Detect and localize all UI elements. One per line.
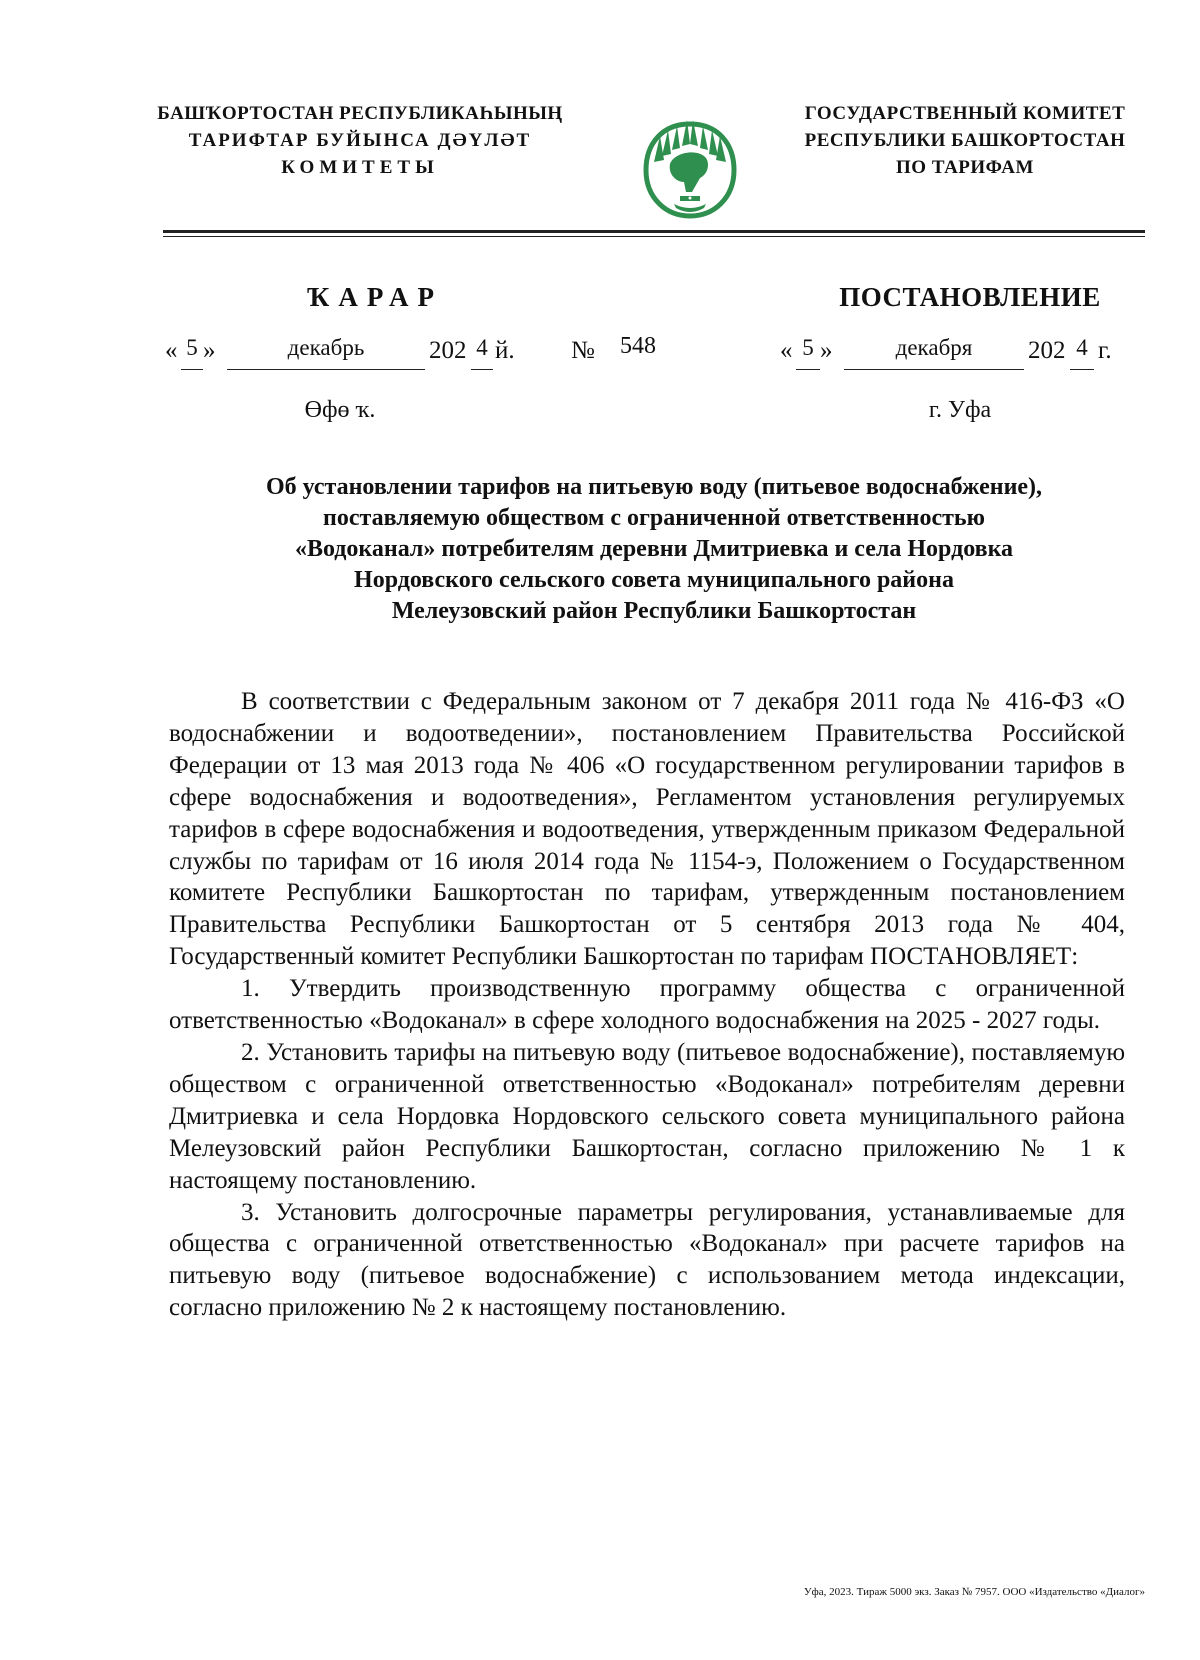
date-left-month: декабрь: [227, 337, 425, 370]
date-right-year-prefix: 202: [1028, 337, 1066, 364]
header-right-block: [780, 100, 1150, 181]
date-right-month: декабря: [844, 337, 1024, 370]
header-left-line: ТАРИФТАР БУЙЫНСА ДӘҮЛӘТ: [188, 130, 532, 151]
date-left-day: 5: [181, 337, 203, 370]
document-body: [169, 686, 1125, 1324]
date-right-suffix: г.: [1098, 337, 1112, 364]
print-footer: Уфа, 2023. Тираж 5000 экз. Заказ № 7957. ООО «Издательство «Диалог»: [803, 1586, 1145, 1598]
header-rule-thick: [163, 230, 1145, 233]
header-left-block: [150, 100, 570, 181]
body-paragraph-item-3: 3. Установить долгосрочные параметры регулирования, устанавливаемые для общества с ограниченной ответственностью «Водоканал» при расчете тарифов на питьевую воду (питьевое водоснабжение) с использованием метода индексации, согласно приложению № 2 к настоящему постановлению.: [169, 1198, 1125, 1322]
title-line: Мелеузовский район Республики Башкортостан: [391, 598, 917, 624]
date-right-day: 5: [796, 337, 820, 370]
doc-type-russian: ПОСТАНОВЛЕНИЕ: [839, 282, 1101, 312]
header-right-line: ПО ТАРИФАМ: [896, 157, 1034, 178]
title-line: Об установлении тарифов на питьевую воду (питьевое водоснабжение),: [265, 474, 1043, 500]
body-paragraph-item-2: 2. Установить тарифы на питьевую воду (питьевое водоснабжение), поставляемую обществом с ограниченной ответственностью «Водоканал» потребителям деревни Дмитриевка и села Нордовка Нордовского сельского совета муниципального района Мелеузовский район Республики Башкортостан, согласно приложению № 1 к настоящему постановлению.: [169, 1038, 1125, 1194]
date-right-open-quote: «: [780, 337, 793, 364]
date-right-year-digit: 4: [1070, 337, 1094, 370]
place-russian: г. Уфа: [928, 397, 992, 423]
header-rule-thin: [163, 236, 1145, 237]
date-left-year-digit: 4: [471, 337, 493, 370]
title-line: Нордовского сельского совета муниципального района: [354, 567, 954, 593]
date-left-close-quote: »: [203, 337, 216, 364]
header-right-line: ГОСУДАРСТВЕННЫЙ КОМИТЕТ: [804, 103, 1126, 124]
body-paragraph-item-1: 1. Утвердить производственную программу общества с ограниченной ответственностью «Водоканал» в сфере холодного водоснабжения на 2025 - 2027 годы.: [169, 975, 1125, 1035]
coat-of-arms-icon: [640, 112, 740, 222]
place-bashkir: Өфө ҡ.: [304, 397, 376, 423]
title-line: «Водоканал» потребителям деревни Дмитриевка и села Нордовка: [294, 536, 1014, 562]
date-right-close-quote: »: [820, 337, 833, 364]
header-left-line: КОМИТЕТЫ: [281, 157, 439, 178]
doc-type-bashkir: ҠАРАР: [307, 282, 443, 312]
header-right-line: РЕСПУБЛИКИ БАШКОРТОСТАН: [804, 130, 1126, 151]
date-right: [780, 337, 1150, 371]
date-left-open-quote: «: [165, 337, 178, 364]
number-value: 548: [620, 333, 656, 359]
body-paragraph-preamble: В соответствии с Федеральным законом от 7 декабря 2011 года № 416-ФЗ «О водоснабжении и водоотведении», постановлением Правительства Российской Федерации от 13 мая 2013 года № 406 «О государственном регулировании тарифов в сфере водоснабжения и водоотведения», Регламентом установления регулируемых тарифов в сфере водоснабжения и водоотведения, утвержденным приказом Федеральной службы по тарифам от 16 июля 2014 года № 1154-э, Положением о Государственном комитете Республики Башкортостан по тарифам, утвержденным постановлением Правительства Республики Башкортостан от 5 сентября 2013 года № 404, Государственный комитет Республики Башкортостан по тарифам ПОСТАНОВЛЯЕТ:: [169, 688, 1125, 971]
header-left-line: БАШҠОРТОСТАН РЕСПУБЛИКАҺЫНЫҢ: [157, 103, 563, 124]
date-left-suffix: й.: [495, 337, 515, 364]
date-left: [165, 337, 545, 371]
number-label: №: [571, 337, 595, 364]
date-left-year-prefix: 202: [429, 337, 467, 364]
document-title: [163, 472, 1145, 627]
title-line: поставляемую обществом с ограниченной ответственностью: [323, 505, 985, 531]
